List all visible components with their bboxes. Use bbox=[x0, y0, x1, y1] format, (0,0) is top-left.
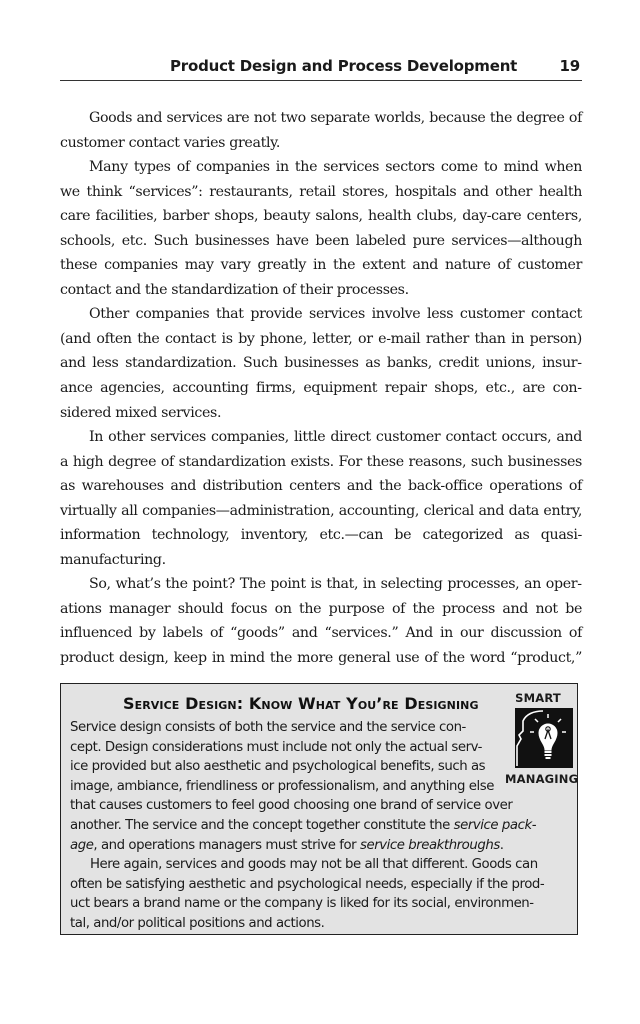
paragraph-1: Goods and services are not two separate worlds, because the degree of customer contact varies greatly. bbox=[60, 110, 582, 151]
body-text bbox=[60, 106, 582, 671]
sidebar-text bbox=[70, 718, 570, 934]
badge-label-top: SMART bbox=[515, 691, 561, 705]
sidebar-line: ice provided but also aesthetic and psychological benefits, such as bbox=[70, 759, 486, 775]
sidebar-line bbox=[70, 816, 570, 836]
sidebar-line: cept. Design considerations must include not only the actual serv- bbox=[70, 739, 482, 755]
sidebar-paragraph-1 bbox=[70, 718, 570, 855]
paragraph-5: So, what’s the point? The point is that, in selecting processes, an operations manager should focus on the purpose of the process and not be influenced by labels of “goods” and “services.” And in our discussion of product design, keep in mind the more general use of the word “product,” bbox=[60, 576, 582, 667]
sidebar-line: tal, and/or political positions and actions. bbox=[70, 915, 325, 931]
sidebar-line-text: another. The service and the concept together constitute the bbox=[70, 817, 454, 833]
sidebar-line: that causes customers to feel good choosing one brand of service over bbox=[70, 798, 513, 814]
sidebar-line: uct bears a brand name or the company is liked for its social, environmen- bbox=[70, 896, 534, 912]
sidebar-title: Service Design: Know What You’re Designing bbox=[123, 694, 479, 713]
paragraph-3: Other companies that provide services involve less customer contact (and often the contact is by phone, letter, or e-mail rather than in person) and less standardization. Such businesses as banks, credit unions, insurance agencies, accounting firms, equipment repair shops, etc., are considered mixed services. bbox=[60, 306, 582, 421]
badge-label-bottom: MANAGING bbox=[505, 772, 579, 786]
page-number: 19 bbox=[559, 57, 580, 75]
sidebar-line-italic: age bbox=[70, 837, 94, 853]
running-head-title: Product Design and Process Development bbox=[170, 57, 518, 75]
paragraph-2: Many types of companies in the services sectors come to mind when we think “services”: restaurants, retail stores, hospitals and other health care facilities, barber shops, beauty salons, health clubs, day-care centers, schools, etc. Such businesses have been labeled pure services—although these companies may vary greatly in the extent and nature of customer contact and the standardization of their processes. bbox=[60, 159, 582, 298]
running-head bbox=[60, 56, 582, 81]
sidebar-line: image, ambiance, friendliness or professionalism, and anything else bbox=[70, 778, 494, 794]
sidebar-line: Service design consists of both the service and the service con- bbox=[70, 720, 466, 735]
paragraph-4: In other services companies, little direct customer contact occurs, and a high degree of standardization exists. For these reasons, such businesses as warehouses and distribution centers and the back-office operations of virtually all companies—administration, accounting, clerical and data entry, information technology, inventory, etc.—can be categorized as quasi-manufacturing. bbox=[60, 429, 582, 568]
sidebar-line: Here again, services and goods may not be all that different. Goods can bbox=[90, 857, 538, 873]
sidebar-line-text: . bbox=[499, 837, 504, 853]
sidebar-line: often be satisfying aesthetic and psychological needs, especially if the prod- bbox=[70, 876, 545, 892]
sidebar-line-text: , and operations managers must strive for bbox=[93, 837, 360, 853]
smart-managing-sidebar bbox=[60, 683, 578, 935]
sidebar-line-italic: service pack- bbox=[453, 817, 537, 833]
sidebar-line bbox=[70, 836, 570, 856]
sidebar-line-italic: service breakthroughs bbox=[359, 837, 500, 853]
sidebar-paragraph-2 bbox=[70, 855, 570, 933]
